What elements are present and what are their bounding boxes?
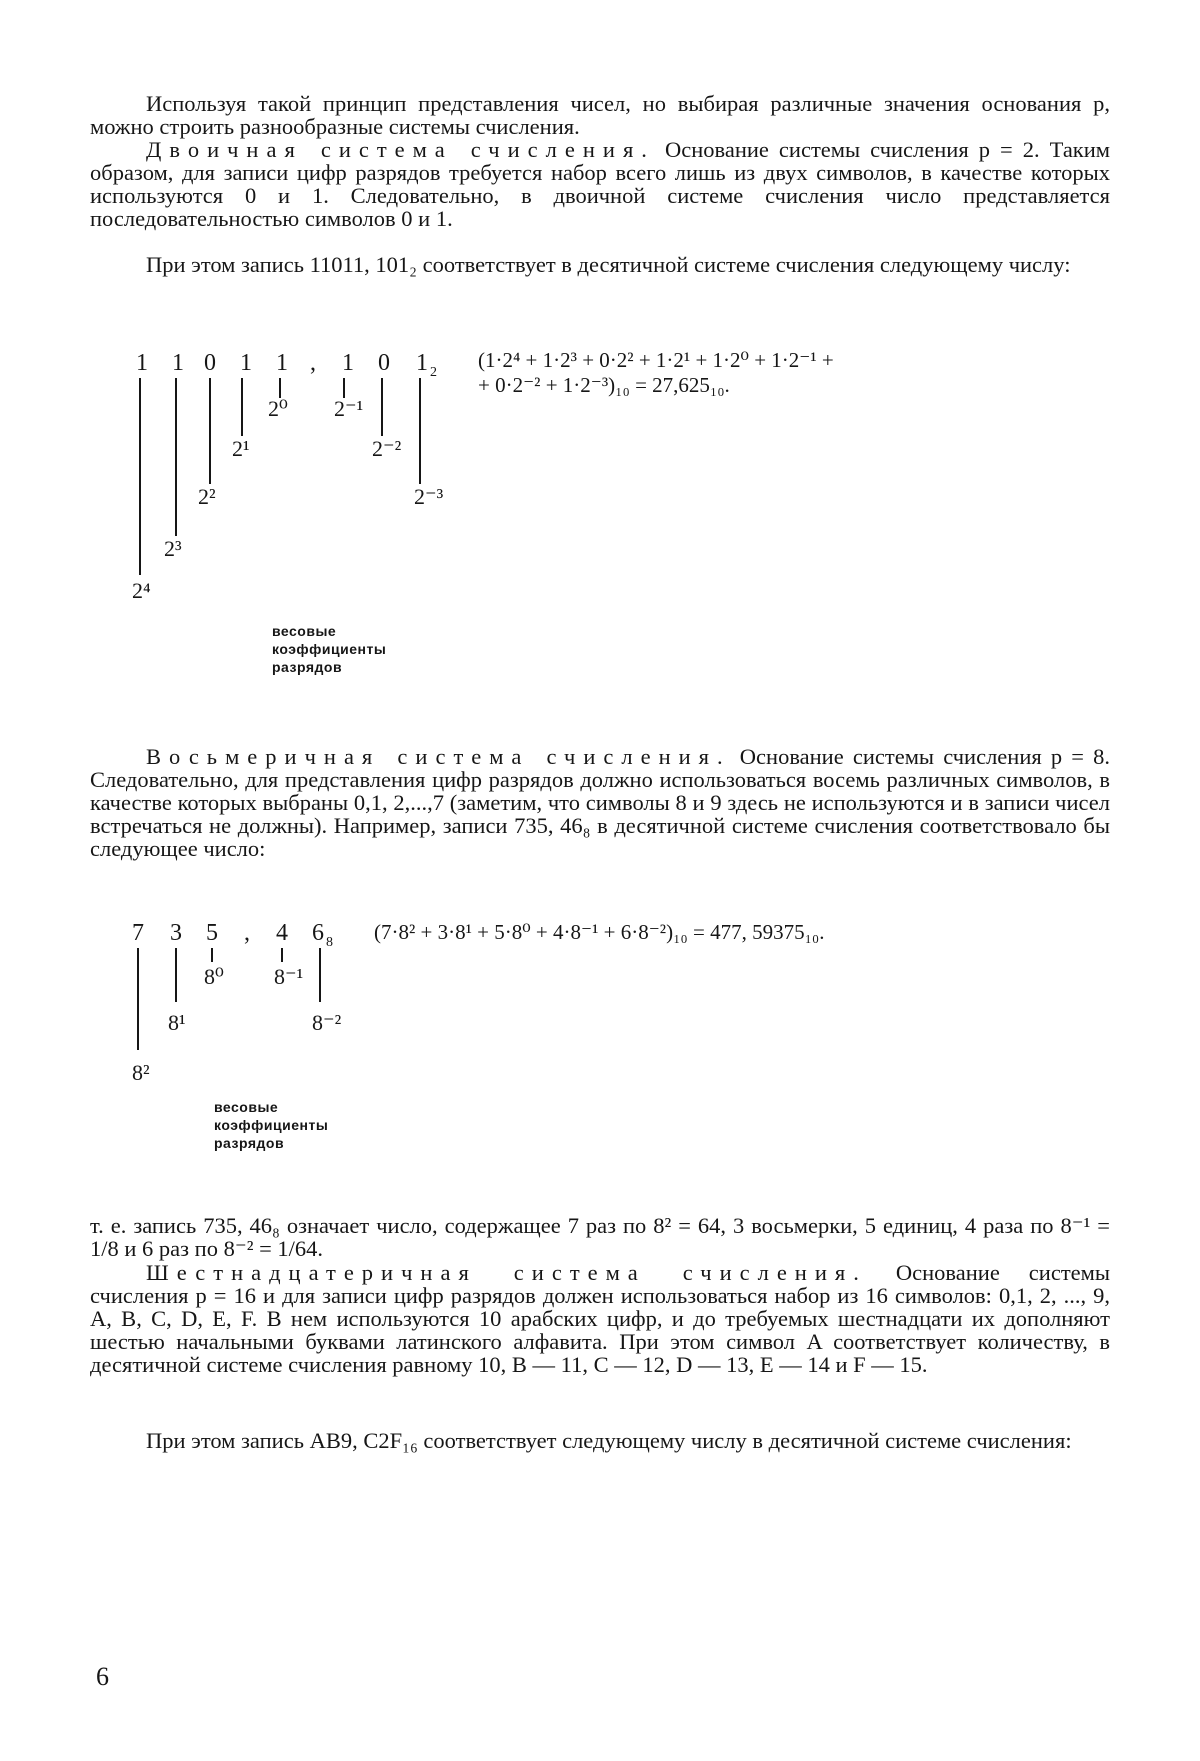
weight-2-pow-4: 2⁴: [132, 578, 151, 603]
octal-base-subscript: 8: [326, 935, 333, 950]
paragraph-octal-explanation: т. е. запись 735, 46₈ означает число, содержащее 7 раз по 8² = 64, 3 восьмерки, 5 единиц, 4 раза по 8⁻¹ = 1/8 и 6 раз по 8⁻² = 1/64.: [90, 1213, 1110, 1261]
octal-digit: 4: [276, 920, 288, 946]
paragraph-intro: Используя такой принцип представления чисел, но выбирая различные значения основания p, можно строить разнообразные системы счисления.: [90, 91, 1110, 139]
binary-digit: 1: [416, 350, 428, 376]
binary-caption: весовые коэффициенты разрядов: [272, 623, 387, 675]
octal-digit: 3: [170, 920, 182, 946]
paragraph-binary-example: При этом запись 11011, 101₂ соответствует в десятичной системе счисления следующему числу:: [146, 252, 1071, 277]
paragraph-hex-example: При этом запись AB9, C2F₁₆ соответствует следующему числу в десятичной системе счисления:: [146, 1428, 1072, 1453]
octal-formula: (7·8² + 3·8¹ + 5·8⁰ + 4·8⁻¹ + 6·8⁻²)₁₀ = 477, 59375₁₀.: [374, 920, 825, 944]
octal-caption: весовые коэффициенты разрядов: [214, 1099, 329, 1151]
binary-digit: 1: [136, 350, 148, 376]
weight-8-pow-minus-2: 8⁻²: [312, 1010, 342, 1035]
octal-digit: 5: [206, 920, 218, 946]
paragraph-binary: Двоичная система счисления. Основание системы счисления p = 2. Таким образом, для записи цифр разрядов требуется набор всего лишь из двух символов, в качестве которых используются 0 и 1. Следовательно, в двоичной системе счисления число представляется последовательностью символов 0 и 1.: [90, 137, 1111, 231]
weight-2-pow-minus-1: 2⁻¹: [334, 396, 364, 421]
binary-digit: 1: [172, 350, 184, 376]
weight-2-pow-1: 2¹: [232, 436, 250, 461]
binary-digit: 0: [378, 350, 390, 376]
weight-2-pow-minus-3: 2⁻³: [414, 484, 444, 509]
binary-formula-line1: (1·2⁴ + 1·2³ + 0·2² + 1·2¹ + 1·2⁰ + 1·2⁻¹ +: [478, 348, 834, 372]
heading-octal-system: Восьмеричная система счисления.: [146, 744, 731, 769]
binary-digit: 1: [342, 350, 354, 376]
octal-digits: [132, 920, 333, 950]
weight-2-pow-minus-2: 2⁻²: [372, 436, 402, 461]
heading-binary-system: Двоичная система счисления.: [146, 137, 655, 162]
binary-base-subscript: 2: [430, 365, 437, 380]
paragraph-octal: Восьмеричная система счисления. Основание системы счисления p = 8. Следовательно, для представления цифр разрядов должно использоваться восемь различных символов, в качестве которых выбраны 0,1, 2,...,7 (заметим, что символы 8 и 9 здесь не используются и в записи чисел встречаться не должны). Например, записи 735, 46₈ в десятичной системе счисления соответствовало бы следующее число:: [90, 744, 1110, 861]
weight-2-pow-2: 2²: [198, 484, 216, 509]
binary-digit: 0: [204, 350, 216, 376]
weight-8-pow-1: 8¹: [168, 1010, 186, 1035]
octal-digit: 6: [312, 920, 324, 946]
weight-8-pow-minus-1: 8⁻¹: [274, 964, 304, 989]
heading-hexadecimal-system: Шестнадцатеричная система счисления.: [146, 1260, 867, 1285]
octal-weights: [132, 964, 342, 1085]
weight-8-pow-0: 8⁰: [204, 964, 224, 989]
binary-digit: 1: [240, 350, 252, 376]
paragraph-hexadecimal: Шестнадцатеричная система счисления. Основание системы счисления p = 16 и для записи цифр разрядов должен использоваться набор из 16 символов: 0,1, 2, ..., 9, A, B, C, D, E, F. В нем используются 10 арабских цифр, и до требуемых шестнадцати их дополняют шестью начальными буквами латинского алфавита. При этом символ A соответствует количеству, в десятичной системе счисления равному 10, B — 11, C — 12, D — 13, E — 14 и F — 15.: [90, 1260, 1110, 1377]
page-number: 6: [96, 1662, 109, 1691]
octal-digit: 7: [132, 920, 144, 946]
weight-8-pow-2: 8²: [132, 1060, 150, 1085]
weight-2-pow-0: 2⁰: [268, 396, 288, 421]
weight-2-pow-3: 2³: [164, 536, 182, 561]
binary-comma: ,: [310, 350, 316, 376]
binary-digit: 1: [276, 350, 288, 376]
octal-comma: ,: [244, 920, 250, 946]
binary-formula-line2: + 0·2⁻² + 1·2⁻³)₁₀ = 27,625₁₀.: [478, 373, 730, 397]
